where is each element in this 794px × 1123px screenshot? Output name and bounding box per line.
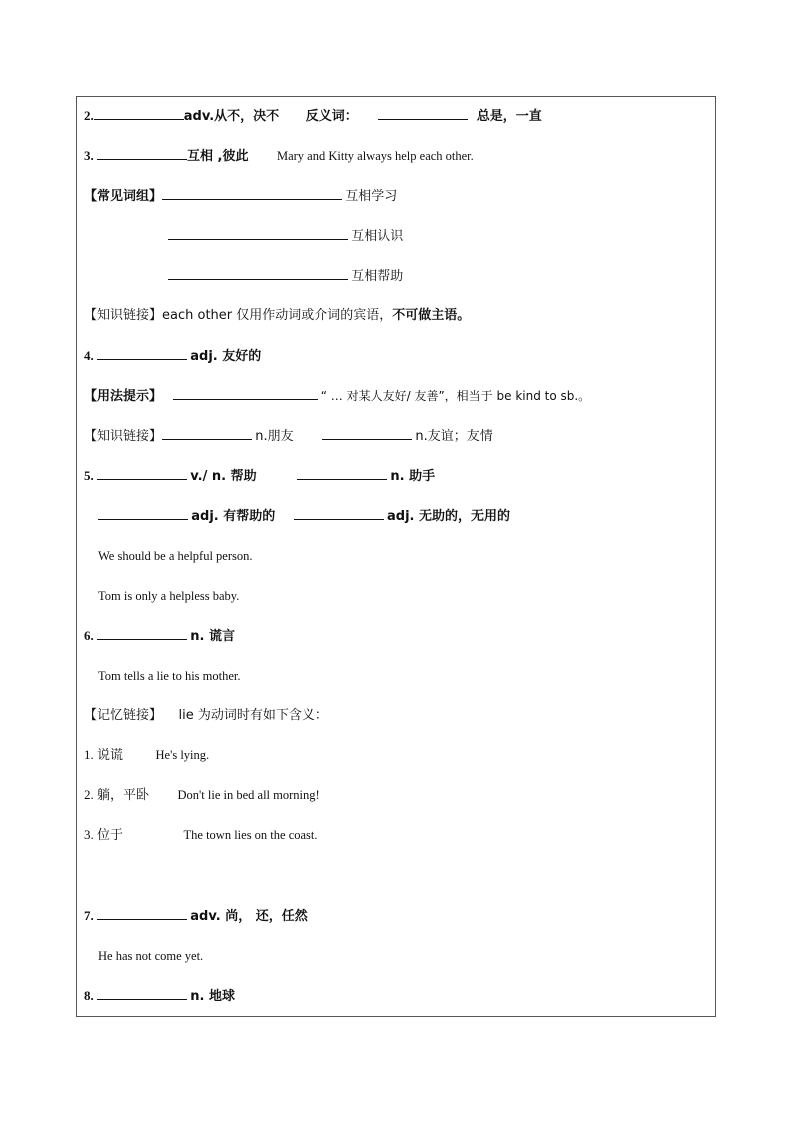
answer-blank[interactable] bbox=[162, 426, 252, 440]
answer-blank[interactable] bbox=[97, 906, 187, 920]
answer-blank[interactable] bbox=[173, 386, 318, 400]
item-meaning: n. 谎言 bbox=[190, 629, 235, 644]
item-6 bbox=[84, 626, 235, 646]
answer-blank[interactable] bbox=[97, 466, 187, 480]
example-sentence: We should be a helpful person. bbox=[98, 549, 253, 563]
item-number: 8. bbox=[84, 988, 94, 1003]
link-emphasis: 不可做主语。 bbox=[392, 308, 471, 323]
item-number: 7. bbox=[84, 908, 94, 923]
meaning-example: Don't lie in bed all morning! bbox=[177, 788, 320, 802]
antonym-meaning: 总是，一直 bbox=[476, 109, 542, 124]
meaning-example: The town lies on the coast. bbox=[183, 828, 318, 842]
item-number: 6. bbox=[84, 628, 94, 643]
item-meaning: 互相 ,彼此 bbox=[187, 149, 249, 164]
meaning-cn: 躺，平卧 bbox=[97, 788, 150, 803]
meaning-cn: 说谎 bbox=[97, 748, 124, 763]
example-sentence: Mary and Kitty always help each other. bbox=[276, 149, 474, 163]
phrases-label: 【常见词组】 bbox=[84, 189, 163, 204]
item-3 bbox=[84, 146, 474, 166]
phrase-row-1 bbox=[84, 186, 397, 206]
antonym-label: 反义词： bbox=[305, 109, 358, 124]
item-number: 5. bbox=[84, 468, 94, 483]
knowledge-link-2 bbox=[84, 426, 493, 446]
phrase-meaning: 互相认识 bbox=[351, 229, 404, 244]
item-meaning: adv.从不，决不 bbox=[183, 109, 280, 124]
usage-text: “ … 对某人友好/ 友善”，相当于 be kind to sb.。 bbox=[320, 389, 591, 403]
meaning-3 bbox=[84, 826, 318, 845]
answer-blank[interactable] bbox=[162, 186, 342, 200]
phrase-row-2 bbox=[168, 226, 403, 246]
link-meaning: n.朋友 bbox=[255, 429, 294, 444]
link-label: 【知识链接】 bbox=[84, 308, 163, 323]
answer-blank[interactable] bbox=[297, 466, 387, 480]
link-label: 【知识链接】 bbox=[84, 429, 163, 444]
item-4 bbox=[84, 346, 261, 366]
memory-label: 【记忆链接】 bbox=[84, 708, 163, 723]
meaning-2 bbox=[84, 786, 320, 805]
answer-blank[interactable] bbox=[98, 506, 188, 520]
answer-blank[interactable] bbox=[97, 346, 187, 360]
link-text: each other 仅用作动词或介词的宾语， bbox=[162, 308, 393, 323]
meaning-cn: 位于 bbox=[97, 828, 124, 843]
item-meaning: adj. 友好的 bbox=[190, 349, 262, 364]
item-8 bbox=[84, 986, 235, 1006]
memory-link bbox=[84, 706, 328, 725]
answer-blank[interactable] bbox=[168, 226, 348, 240]
list-number: 3. bbox=[84, 827, 94, 842]
phrase-meaning: 互相学习 bbox=[345, 189, 398, 204]
answer-blank[interactable] bbox=[294, 506, 384, 520]
item-5-derivatives bbox=[98, 506, 510, 526]
memory-text: lie 为动词时有如下含义： bbox=[178, 708, 328, 723]
answer-blank[interactable] bbox=[378, 106, 468, 120]
item-meaning: n. 地球 bbox=[190, 989, 235, 1004]
example-sentence: He has not come yet. bbox=[98, 949, 204, 963]
answer-blank[interactable] bbox=[322, 426, 412, 440]
link-meaning: n.友谊；友情 bbox=[415, 429, 493, 444]
answer-blank[interactable] bbox=[97, 986, 187, 1000]
answer-blank[interactable] bbox=[94, 106, 184, 120]
meaning-1 bbox=[84, 746, 209, 765]
answer-blank[interactable] bbox=[168, 266, 348, 280]
item-5 bbox=[84, 466, 435, 486]
item-meaning: adv. 尚， 还，任然 bbox=[190, 909, 308, 924]
phrase-row-3 bbox=[168, 266, 403, 286]
example-sentence: Tom tells a lie to his mother. bbox=[98, 669, 241, 683]
meaning-example: He's lying. bbox=[155, 748, 210, 762]
usage-tip bbox=[84, 386, 590, 406]
item-number: 2. bbox=[84, 108, 94, 123]
item-meaning: adj. 无助的，无用的 bbox=[387, 509, 510, 524]
item-meaning: adj. 有帮助的 bbox=[191, 509, 276, 524]
item-2 bbox=[84, 106, 542, 126]
phrase-meaning: 互相帮助 bbox=[351, 269, 404, 284]
answer-blank[interactable] bbox=[97, 626, 187, 640]
item-number: 3. bbox=[84, 148, 94, 163]
answer-blank[interactable] bbox=[97, 146, 187, 160]
item-number: 4. bbox=[84, 348, 94, 363]
usage-label: 【用法提示】 bbox=[84, 389, 163, 404]
item-meaning: n. 助手 bbox=[390, 469, 436, 484]
item-meaning: v./ n. 帮助 bbox=[190, 469, 257, 484]
list-number: 1. bbox=[84, 747, 94, 762]
item-7 bbox=[84, 906, 308, 926]
example-sentence: Tom is only a helpless baby. bbox=[98, 589, 240, 603]
knowledge-link-1 bbox=[84, 306, 470, 325]
list-number: 2. bbox=[84, 787, 94, 802]
